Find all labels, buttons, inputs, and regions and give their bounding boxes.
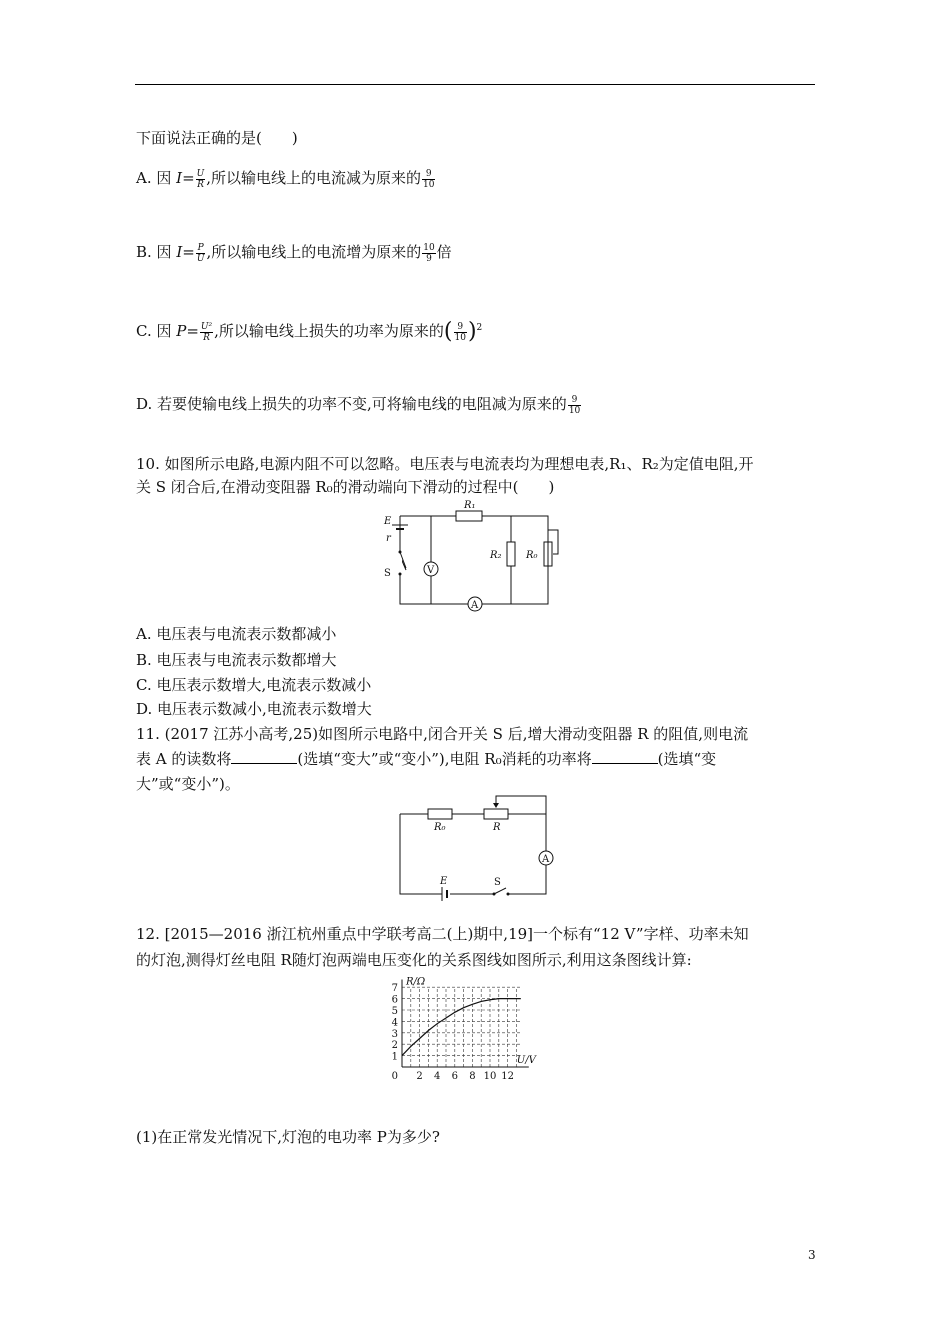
label-r0: R₀ [434, 822, 446, 833]
y-tick-label: 7 [391, 983, 398, 995]
y-tick-label: 6 [391, 994, 398, 1006]
q10-option-c: C. 电压表示数增大,电流表示数减小 [136, 676, 372, 694]
label-r: R [493, 822, 501, 833]
fraction: $\frac{9}{10}$ [423, 168, 435, 190]
q12-sub1: (1)在正常发光情况下,灯泡的电功率 P为多少? [136, 1128, 440, 1146]
x-tick-label: 6 [451, 1071, 458, 1082]
fraction: $\frac{10}{9}$ [423, 242, 435, 264]
resistor-r2 [507, 542, 515, 566]
y-tick-label: 1 [391, 1051, 398, 1063]
x-tick-label: 2 [416, 1071, 423, 1082]
q11-stem-line1: 11. (2017 江苏小高考,25)如图所示电路中,闭合开关 S 后,增大滑动变阻器 R 的阻值,则电流 [136, 725, 749, 743]
origin-label: 0 [391, 1071, 398, 1082]
q12-stem-line2: 的灯泡,测得灯丝电阻 R随灯泡两端电压变化的关系图线如图所示,利用这条图线计算: [136, 951, 692, 969]
label-s: S [384, 568, 391, 579]
label-s: S [494, 877, 501, 888]
rheostat-r [484, 809, 508, 819]
q12-stem-line1: 12. [2015—2016 浙江杭州重点中学联考高二(上)期中,19]一个标有“12 V”字样、功率未知 [136, 925, 749, 943]
q11-circuit-diagram [396, 794, 556, 900]
y-tick-label: 5 [391, 1006, 398, 1017]
resistor-r0 [428, 809, 452, 819]
blank-2[interactable] [592, 749, 658, 764]
label-e: E [440, 876, 448, 887]
fraction: $\frac{\text{U²}}{R}$ [200, 321, 213, 343]
q11-stem-line3: 大”或“变小”)。 [136, 775, 240, 793]
fraction: $\frac{9}{10}$ [454, 321, 466, 343]
q9-option-d: D. 若要使输电线上损失的功率不变,可将输电线的电阻减为原来的 $\frac{9}{10}$ [136, 394, 581, 416]
q9-option-b: B. 因 I= $\frac{P}{U}$ ,所以输电线上的电流增为原来的 $\frac{10}{9}$ 倍 [136, 242, 452, 264]
y-tick-label: 4 [391, 1017, 398, 1029]
label-r0: R₀ [526, 550, 538, 561]
x-axis-label: U/V [516, 1055, 536, 1066]
resistor-r1 [456, 511, 482, 521]
label-r2: R₂ [490, 550, 502, 561]
q11-stem-line2: 表 A 的读数将 (选填“变大”或“变小”),电阻 R₀消耗的功率将 (选填“变 [136, 750, 717, 768]
q10-option-a: A. 电压表与电流表示数都减小 [136, 625, 337, 643]
x-tick-label: 12 [501, 1071, 514, 1082]
q9-intro: 下面说法正确的是( ) [136, 129, 298, 147]
q9-option-a: A. 因 I= $\frac{U}{R}$ ,所以输电线上的电流减为原来的 $\frac{9}{10}$ [136, 168, 435, 190]
q10-option-b: B. 电压表与电流表示数都增大 [136, 651, 337, 669]
q10-option-d: D. 电压表示数减小,电流表示数增大 [136, 700, 372, 718]
y-tick-label: 2 [391, 1040, 398, 1052]
y-axis-label: R/Ω [406, 976, 426, 988]
fraction: $\frac{U}{R}$ [196, 168, 205, 190]
series-line [402, 999, 521, 1056]
header-rule [135, 84, 815, 85]
page-number: 3 [808, 1248, 816, 1262]
label-r1: R₁ [464, 500, 476, 511]
label-a: A [471, 600, 479, 611]
q10-stem-line2: 关 S 闭合后,在滑动变阻器 R₀的滑动端向下滑动的过程中( ) [136, 478, 555, 496]
x-tick-label: 10 [483, 1071, 497, 1082]
label-a: A [542, 854, 550, 865]
label-e: E [384, 516, 392, 527]
r-u-chart [370, 966, 570, 1084]
q10-circuit-diagram [380, 496, 570, 610]
label-v: V [427, 565, 435, 576]
blank-1[interactable] [231, 749, 297, 764]
x-tick-label: 4 [434, 1071, 441, 1082]
label-r: r [386, 533, 391, 544]
y-tick-label: 3 [391, 1028, 398, 1040]
q9-option-c: C. 因 P= $\frac{\text{U²}}{R}$ ,所以输电线上损失的功率为原来的( $\frac{9}{10}$ )$^2$ [136, 319, 483, 344]
x-tick-label: 8 [469, 1071, 476, 1082]
fraction: $\frac{P}{U}$ [196, 242, 205, 264]
fraction: $\frac{9}{10}$ [568, 394, 581, 416]
q10-stem-line1: 10. 如图所示电路,电源内阻不可以忽略。电压表与电流表均为理想电表,R₁、R₂为定值电阻,开 [136, 455, 754, 473]
